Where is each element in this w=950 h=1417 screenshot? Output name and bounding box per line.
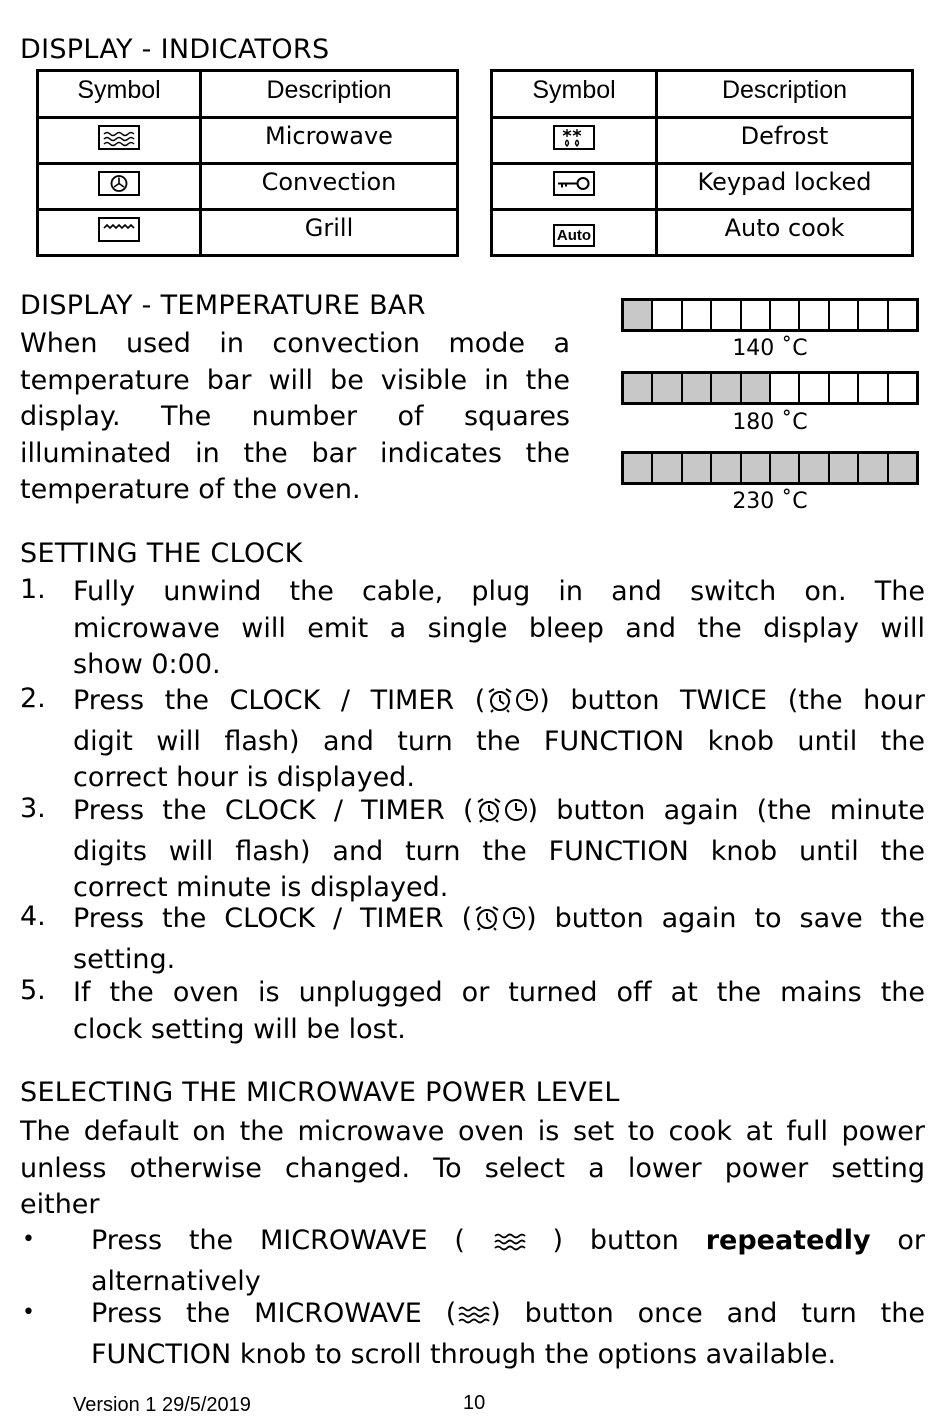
bar-square-unlit: [830, 374, 859, 402]
bar-square-lit: [859, 454, 888, 482]
symbol-cell: [38, 210, 201, 256]
step-line: correct minute is displayed.: [73, 872, 449, 903]
bar-square-unlit: [742, 301, 771, 329]
temperature-bar: [621, 371, 919, 405]
bullet-line: alternatively: [91, 1265, 261, 1297]
alarm-clock-icon: [485, 687, 515, 724]
column-header-description: Description: [201, 71, 458, 118]
bar-square-lit: [653, 374, 682, 402]
step-text: Press the CLOCK / TIMER (: [73, 685, 486, 716]
bar-square-unlit: [889, 374, 916, 402]
indicators-table-right: [490, 69, 914, 257]
auto-cook-icon: Auto: [553, 224, 595, 247]
bullet-line: [91, 1296, 925, 1337]
step-line: digit will flash) and turn the FUNCTION knob until the: [73, 725, 925, 757]
bar-square-lit: [624, 454, 653, 482]
temperature-body: [20, 326, 570, 509]
bar-square-lit: [683, 454, 712, 482]
grill-icon: [98, 217, 140, 242]
clock-step-2: [73, 683, 925, 797]
bar-square-unlit: [889, 301, 916, 329]
power-heading: SELECTING THE MICROWAVE POWER LEVEL: [20, 1077, 620, 1108]
symbol-cell: [38, 164, 201, 210]
temperature-bar-label: 230 ˚C: [732, 489, 808, 514]
step-number: 5.: [20, 975, 46, 1006]
step-line: microwave will emit a single bleep and the display will: [73, 612, 925, 644]
bullet-text: ) button: [525, 1225, 706, 1256]
step-line: digits will flash) and turn the FUNCTION knob until the: [73, 835, 925, 867]
keypad-locked-icon: [553, 171, 595, 196]
symbol-cell: [492, 210, 657, 256]
page-number: 10: [463, 1392, 486, 1414]
clock-step-1: [73, 574, 925, 684]
body-line: The default on the microwave oven is set to cook at full power: [20, 1116, 925, 1147]
step-text: Press the CLOCK / TIMER (: [73, 795, 474, 826]
bar-square-lit: [800, 454, 829, 482]
step-line: If the oven is unplugged or turned off at the mains the: [73, 977, 925, 1008]
clock-icon: [502, 905, 526, 942]
symbol-cell: [38, 118, 201, 164]
clock-step-3: [73, 793, 925, 907]
body-line: temperature of the oven.: [20, 474, 361, 505]
temperature-bar-label: 180 ˚C: [732, 410, 808, 435]
description-cell: Auto cook: [657, 210, 913, 256]
bullet-text: Press the MICROWAVE (: [91, 1298, 457, 1329]
bar-square-lit: [830, 454, 859, 482]
bar-square-lit: [653, 454, 682, 482]
step-line: setting.: [73, 943, 176, 975]
description-cell: Grill: [201, 210, 458, 256]
bar-square-unlit: [683, 301, 712, 329]
defrost-icon: [553, 125, 595, 150]
step-line: clock setting will be lost.: [73, 1013, 406, 1045]
bar-square-unlit: [800, 374, 829, 402]
step-line: correct hour is displayed.: [73, 762, 415, 793]
bar-square-lit: [624, 301, 653, 329]
column-header-description: Description: [657, 71, 913, 118]
step-number: 1.: [20, 574, 46, 605]
bar-square-unlit: [859, 301, 888, 329]
clock-heading: SETTING THE CLOCK: [20, 538, 303, 569]
step-number: 3.: [20, 793, 46, 824]
step-text: ) button again to save the: [526, 903, 925, 934]
bar-square-unlit: [771, 374, 800, 402]
indicators-table-left: [36, 69, 459, 257]
body-line: display. The number of squares: [20, 401, 570, 432]
body-line: either: [20, 1189, 100, 1220]
step-line: [73, 683, 925, 724]
step-number: 2.: [20, 683, 46, 714]
bar-square-lit: [712, 454, 741, 482]
description-cell: Convection: [201, 164, 458, 210]
description-cell: Microwave: [201, 118, 458, 164]
bar-square-unlit: [771, 301, 800, 329]
temperature-bar: [621, 451, 919, 485]
microwave-waves-icon: [456, 1300, 490, 1337]
bar-square-lit: [771, 454, 800, 482]
step-line: show 0:00.: [73, 649, 221, 680]
bar-square-lit: [742, 454, 771, 482]
clock-step-4: [73, 901, 925, 978]
step-number: 4.: [20, 901, 46, 932]
symbol-cell: [492, 118, 657, 164]
step-text: ) button TWICE (the hour: [539, 685, 925, 716]
body-line: illuminated in the bar indicates the: [20, 437, 570, 469]
bar-square-lit: [889, 454, 916, 482]
temperature-bar-label: 140 ˚C: [732, 336, 808, 361]
step-line: [73, 901, 925, 942]
clock-step-5: [73, 975, 925, 1048]
clock-icon: [504, 797, 528, 834]
bar-square-lit: [712, 374, 741, 402]
temperature-heading: DISPLAY - TEMPERATURE BAR: [20, 290, 426, 321]
microwave-waves-icon: [492, 1227, 526, 1264]
bar-square-unlit: [830, 301, 859, 329]
indicators-heading: DISPLAY - INDICATORS: [20, 34, 330, 65]
symbol-cell: [492, 164, 657, 210]
bar-square-lit: [683, 374, 712, 402]
bar-square-unlit: [653, 301, 682, 329]
step-text: Press the CLOCK / TIMER (: [73, 903, 473, 934]
bullet-line: [91, 1223, 925, 1264]
body-line: When used in convection mode a: [20, 328, 570, 359]
bullet-marker: •: [22, 1300, 35, 1325]
column-header-symbol: Symbol: [38, 71, 201, 118]
bullet-line: FUNCTION knob to scroll through the options available.: [91, 1338, 837, 1370]
alarm-clock-icon: [472, 905, 502, 942]
bar-square-unlit: [800, 301, 829, 329]
description-cell: Defrost: [657, 118, 913, 164]
body-line: unless otherwise changed. To select a lower power setting: [20, 1152, 925, 1184]
clock-icon: [515, 687, 539, 724]
step-text: ) button again (the minute: [527, 795, 925, 826]
power-bullet-1: [91, 1223, 925, 1300]
bar-square-unlit: [712, 301, 741, 329]
bar-square-lit: [742, 374, 771, 402]
step-line: [73, 793, 925, 834]
microwave-icon: [98, 125, 140, 150]
temperature-bar: [621, 298, 919, 332]
bullet-text: ) button once and turn the: [490, 1298, 925, 1329]
bullet-text: or: [870, 1225, 925, 1256]
bullet-text: Press the MICROWAVE (: [91, 1225, 492, 1256]
footer-version: Version 1 29/5/2019: [73, 1394, 251, 1416]
bullet-marker: •: [22, 1227, 35, 1252]
bullet-emphasis: repeatedly: [705, 1225, 871, 1256]
convection-icon: [98, 171, 140, 196]
bar-square-unlit: [859, 374, 888, 402]
alarm-clock-icon: [474, 797, 504, 834]
step-line: Fully unwind the cable, plug in and switch on. The: [73, 576, 925, 607]
power-bullet-2: [91, 1296, 925, 1373]
power-body: [20, 1114, 925, 1224]
description-cell: Keypad locked: [657, 164, 913, 210]
body-line: temperature bar will be visible in the: [20, 364, 570, 396]
column-header-symbol: Symbol: [492, 71, 657, 118]
bar-square-lit: [624, 374, 653, 402]
